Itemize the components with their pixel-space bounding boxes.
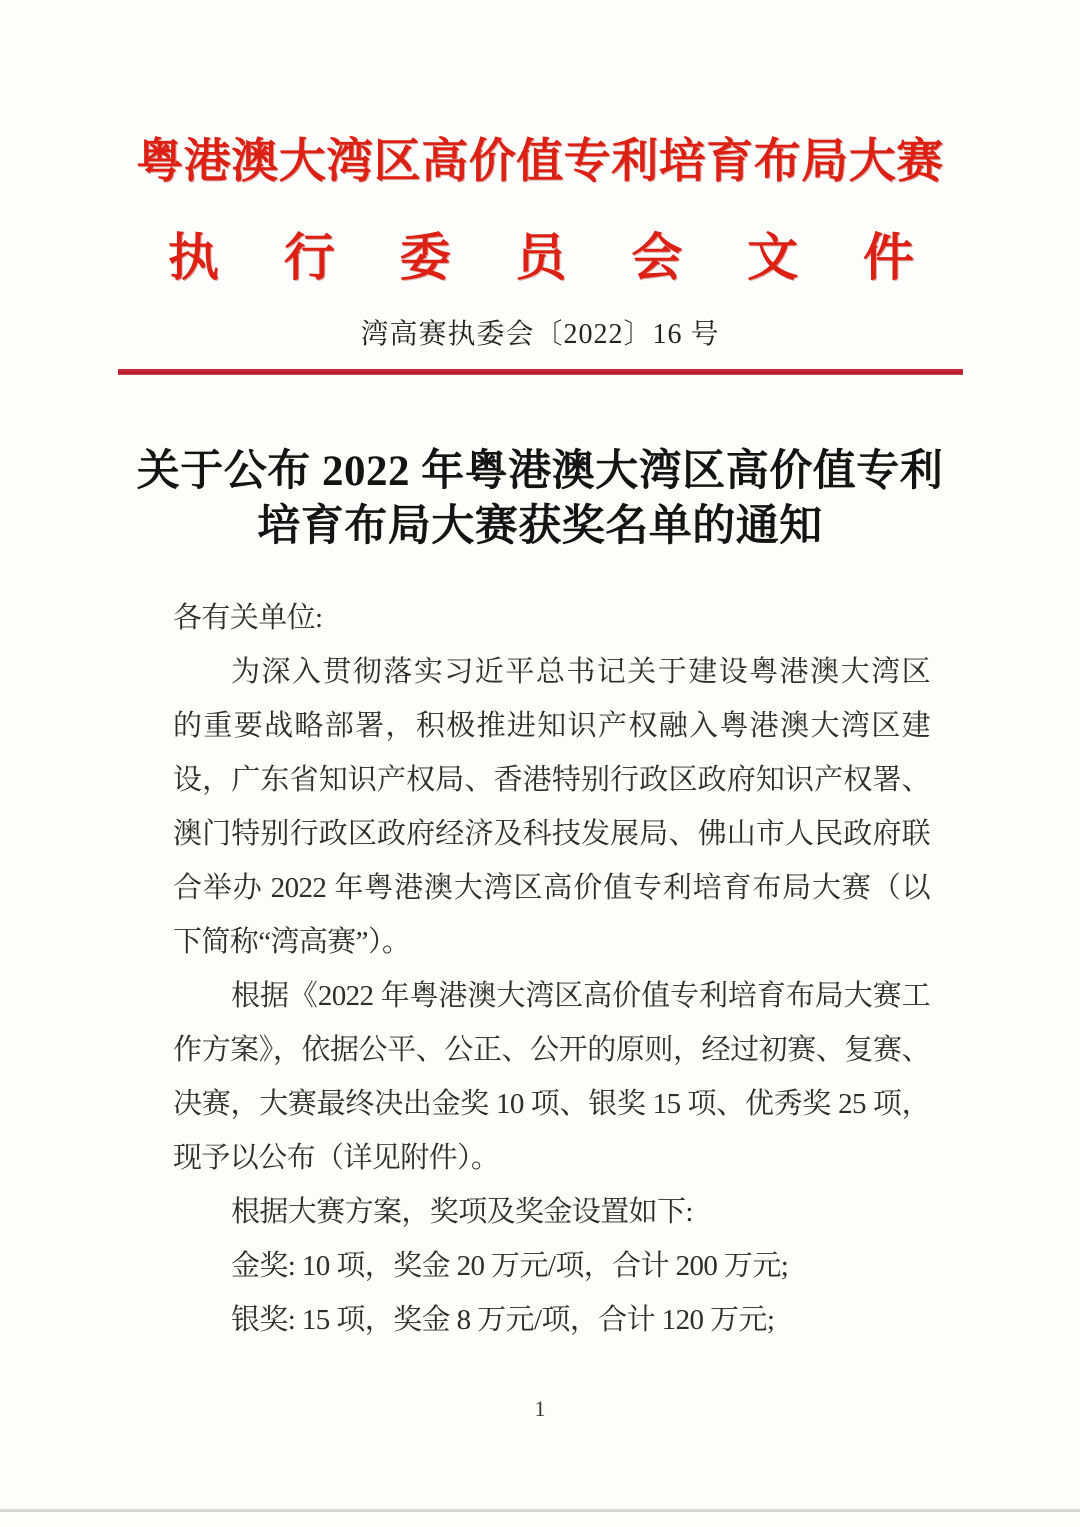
- body-text-line: 根据《2022 年粤港澳大湾区高价值专利培育布局大赛工: [231, 980, 930, 1012]
- body-text-line: 现予以公布（详见附件）。: [173, 1142, 500, 1174]
- body-text-line: 下简称“湾高赛”）。: [173, 926, 411, 958]
- body-text-line: 各有关单位:: [173, 602, 323, 634]
- scan-page-edge-line: [0, 1509, 1080, 1512]
- body-text-line: 金奖: 10 项，奖金 20 万元/项，合计 200 万元;: [231, 1250, 789, 1282]
- body-text-line: 银奖: 15 项，奖金 8 万元/项，合计 120 万元;: [231, 1304, 775, 1336]
- masthead-document-label: 执行委员会文件: [168, 231, 914, 287]
- body-text-line: 设，广东省知识产权局、香港特别行政区政府知识产权署、: [173, 764, 930, 796]
- document-title-line2: 培育布局大赛获奖名单的通知: [257, 503, 823, 550]
- document-number: 湾高赛执委会〔2022〕16 号: [360, 319, 720, 350]
- body-text-line: 澳门特别行政区政府经济及科技发展局、佛山市人民政府联: [173, 818, 930, 850]
- body-text-line: 合举办 2022 年粤港澳大湾区高价值专利培育布局大赛（以: [173, 872, 930, 904]
- document-title: [0, 444, 1080, 554]
- red-divider-rule: [118, 369, 963, 375]
- body-text-line: 决赛，大赛最终决出金奖 10 项、银奖 15 项、优秀奖 25 项，: [173, 1088, 930, 1120]
- body-text-line: 为深入贯彻落实习近平总书记关于建设粤港澳大湾区: [231, 656, 930, 688]
- page-number: 1: [534, 1396, 546, 1421]
- document-title-line1: 关于公布 2022 年粤港澳大湾区高价值专利: [136, 448, 944, 495]
- body-text-line: 的重要战略部署，积极推进知识产权融入粤港澳大湾区建: [173, 710, 930, 742]
- document-body: [173, 591, 930, 1347]
- body-text-line: 作方案》，依据公平、公正、公开的原则，经过初赛、复赛、: [173, 1034, 930, 1066]
- body-text-line: 根据大赛方案，奖项及奖金设置如下:: [231, 1196, 693, 1228]
- masthead-org-name: 粤港澳大湾区高价值专利培育布局大赛: [136, 136, 944, 188]
